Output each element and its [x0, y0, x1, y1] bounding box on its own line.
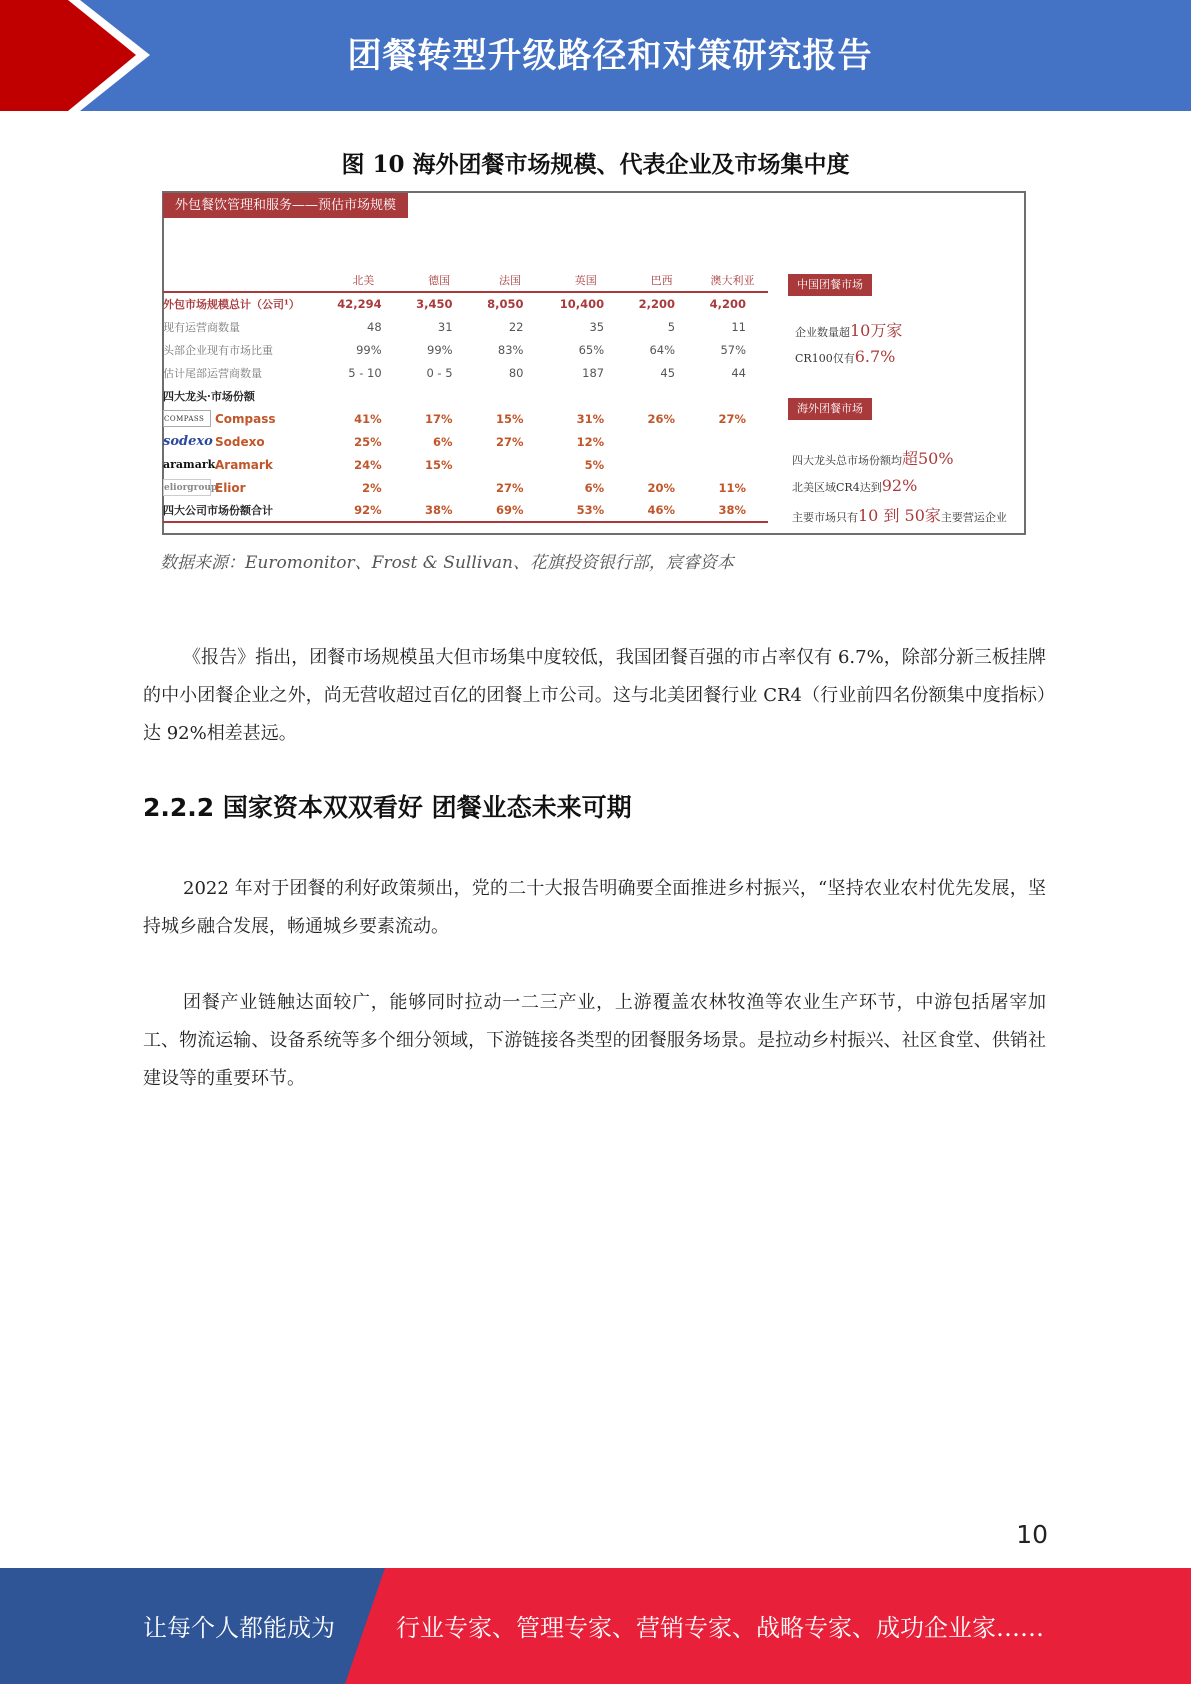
table-row	[163, 476, 768, 499]
table-row	[163, 338, 768, 361]
column-header: 德国	[404, 268, 475, 292]
table-cell: 99%	[427, 342, 453, 357]
table-header-row	[163, 268, 768, 292]
table-cell: 10,400	[559, 297, 605, 311]
brand	[163, 433, 265, 450]
table-cell: 22	[508, 319, 524, 334]
brand-cell	[163, 430, 323, 453]
brand-cell	[163, 476, 323, 499]
table-cell: 65%	[578, 342, 605, 357]
table-row	[163, 430, 768, 453]
row-label: 估计尾部运营商数量	[163, 366, 262, 380]
page-number: 10	[1016, 1520, 1048, 1549]
brand	[163, 410, 276, 427]
column-header: 澳大利亚	[697, 268, 768, 292]
side-text-highlight: 超50%	[902, 449, 954, 468]
table-cell	[404, 476, 475, 499]
table-cell: 15%	[425, 457, 453, 472]
table-cell: 26%	[647, 411, 676, 426]
side-text-highlight: 6.7%	[854, 347, 896, 366]
table-cell: 8,050	[487, 297, 524, 311]
china-market-tag: 中国团餐市场	[788, 274, 872, 296]
table-cell: 92%	[323, 499, 404, 522]
table-cell: 11	[731, 319, 746, 334]
side-text-pre: 主要市场只有	[792, 511, 858, 524]
footer-slogan-right: 行业专家、管理专家、营销专家、战略专家、成功企业家……	[396, 1614, 1044, 1642]
table-cell: 5 - 10	[348, 365, 382, 380]
table-cell: 42,294	[337, 297, 382, 311]
table-cell: 17%	[425, 411, 453, 426]
table-cell	[475, 453, 546, 476]
table-cell: 53%	[545, 499, 626, 522]
overseas-market-tag: 海外团餐市场	[788, 398, 872, 420]
table-cell: 57%	[720, 342, 746, 357]
table-cell: 80	[508, 365, 524, 380]
row-label: 外包市场规模总计（公司¹）	[163, 298, 300, 311]
table-cell: 46%	[626, 499, 697, 522]
row-label: 四大公司市场份额合计	[163, 499, 323, 522]
compass-logo: COMPASS	[163, 410, 211, 427]
side-text-pre: 四大龙头总市场份额均	[792, 454, 902, 467]
table-cell: 31	[437, 319, 453, 334]
table-cell: 41%	[354, 411, 382, 426]
brand-cell	[163, 407, 323, 430]
sodexo-logo: sodexo	[163, 434, 213, 449]
aramark-logo: aramark	[163, 458, 216, 471]
table-corner	[163, 268, 323, 292]
body-paragraph: 2022 年对于团餐的利好政策频出，党的二十大报告明确要全面推进乡村振兴，“坚持农业农村优先发展，坚持城乡融合发展，畅通城乡要素流动。	[143, 878, 1046, 937]
table-cell: 38%	[404, 499, 475, 522]
market-table	[163, 268, 768, 523]
table-row	[163, 384, 768, 407]
table-cell: 99%	[356, 342, 382, 357]
table-cell	[697, 430, 768, 453]
body-paragraph: 《报告》指出，团餐市场规模虽大但市场集中度较低，我国团餐百强的市占率仅有 6.7%，除部分新三板挂牌的中小团餐企业之外，尚无营收超过百亿的团餐上市公司。这与北美团餐行业 CR4（行业前四名份额集中度指标）达 92%相差甚远。	[143, 647, 1046, 744]
figure-caption: 图 10 海外团餐市场规模、代表企业及市场集中度	[341, 151, 850, 178]
side-text-highlight: 92%	[881, 476, 918, 495]
side-text-pre: 北美区域CR4达到	[792, 481, 882, 494]
table-cell: 0 - 5	[426, 365, 453, 380]
brand-name: Compass	[215, 411, 276, 426]
column-header: 英国	[545, 268, 626, 292]
overseas-operator-count	[792, 503, 1007, 526]
table-cell	[626, 453, 697, 476]
header-chevron-decoration	[0, 0, 160, 111]
column-header: 法国	[475, 268, 546, 292]
side-text-highlight: 10万家	[850, 321, 903, 340]
side-text-pre: CR100仅有	[795, 352, 855, 365]
table-row	[163, 361, 768, 384]
table-cell: 35	[589, 319, 605, 334]
table-cell: 20%	[647, 480, 676, 495]
table-cell	[626, 430, 697, 453]
table-cell: 2%	[362, 480, 382, 495]
table-cell: 15%	[495, 411, 524, 426]
table-cell: 12%	[576, 434, 605, 449]
page-header	[0, 0, 1191, 111]
body-paragraph: 团餐产业链触达面较广，能够同时拉动一二三产业，上游覆盖农林牧渔等农业生产环节，中游包括屠宰加工、物流运输、设备系统等多个细分领域，下游链接各类型的团餐服务场景。是拉动乡村振兴、社区食堂、供销社建设等的重要环节。	[143, 992, 1046, 1089]
table-row	[163, 407, 768, 430]
table-cell: 44	[731, 365, 746, 380]
table-cell: 27%	[495, 480, 524, 495]
table-cell: 48	[367, 319, 382, 334]
china-cr100	[795, 347, 895, 366]
table-cell: 11%	[718, 480, 746, 495]
document-title: 团餐转型升级路径和对策研究报告	[347, 36, 873, 76]
row-label: 现有运营商数量	[163, 320, 240, 334]
figure-tag: 外包餐饮管理和服务——预估市场规模	[163, 193, 408, 218]
brand	[163, 479, 246, 496]
section-heading: 2.2.2 国家资本双双看好 团餐业态未来可期	[143, 793, 632, 822]
page-footer	[0, 1568, 1191, 1684]
table-cell: 6%	[433, 434, 453, 449]
column-header: 巴西	[626, 268, 697, 292]
brand-name: Sodexo	[215, 434, 265, 449]
side-text-pre: 企业数量超	[795, 326, 850, 339]
side-text-highlight: 10 到 50家	[858, 506, 941, 525]
figure-source: 数据来源：Euromonitor、Frost & Sullivan、花旗投资银行部，宸睿资本	[160, 553, 734, 573]
brand-cell	[163, 453, 323, 476]
table-cell	[323, 384, 768, 407]
table-cell: 45	[660, 365, 676, 380]
table-cell: 25%	[354, 434, 382, 449]
brand-name: Elior	[215, 480, 246, 495]
overseas-top4-share	[792, 446, 954, 469]
footer-slogan-left: 让每个人都能成为	[143, 1614, 335, 1642]
table-cell: 3,450	[416, 297, 453, 311]
table-cell: 27%	[495, 434, 524, 449]
table-row	[163, 292, 768, 315]
table-cell: 83%	[497, 342, 524, 357]
china-enterprise-count	[795, 318, 902, 341]
table-cell: 24%	[354, 457, 382, 472]
brand-name: Aramark	[215, 457, 273, 472]
table-row	[163, 315, 768, 338]
table-cell: 5%	[584, 457, 605, 472]
side-text-post: 主要营运企业	[940, 511, 1007, 524]
table-cell: 5	[667, 319, 676, 334]
table-cell: 31%	[576, 411, 605, 426]
brand	[163, 456, 273, 473]
table-cell: 187	[582, 365, 605, 380]
row-label: 头部企业现有市场比重	[163, 343, 273, 357]
table-cell: 38%	[697, 499, 768, 522]
table-cell: 4,200	[709, 297, 746, 311]
table-cell	[697, 453, 768, 476]
column-header: 北美	[323, 268, 404, 292]
table-row	[163, 499, 768, 522]
overseas-na-cr4	[792, 476, 917, 495]
elior-logo: eliorgroup	[163, 479, 211, 496]
table-cell: 69%	[475, 499, 546, 522]
table-row	[163, 453, 768, 476]
table-cell: 6%	[584, 480, 605, 495]
section-label: 四大龙头·市场份额	[163, 389, 255, 403]
table-cell: 64%	[649, 342, 676, 357]
table-cell: 2,200	[638, 297, 676, 311]
table-cell: 27%	[718, 411, 746, 426]
